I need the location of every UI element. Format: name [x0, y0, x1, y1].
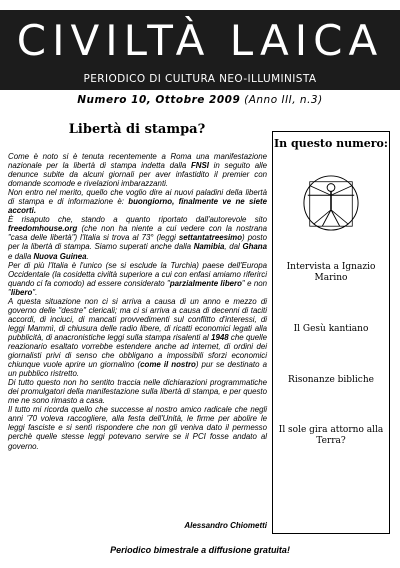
contents-sidebar	[272, 131, 390, 534]
issue-line	[0, 94, 400, 106]
article-paragraph: Come è noto si è tenuta recentemente a Roma una manifestazione nazionale per la libertà di stampa indetta dalla FNSI in seguito alle denunce subite da alcuni giornali per aver infastidito il premier con domande scomode e rivelazioni imbarazzanti.	[8, 152, 267, 189]
sidebar-item: Il sole gira attorno alla Terra?	[278, 425, 384, 446]
issue-volume: (Anno III, n.3)	[240, 94, 323, 106]
issue-number: Numero 10, Ottobre 2009	[77, 94, 241, 106]
article-paragraph: È risaputo che, stando a quanto riportato dall'autorevole sito freedomhouse.org (che non ha niente a cui vedere con la nostrana "casa delle libertà") l'Italia si trova al 73° (leggi settantatreesimo) posto per la libertà di stampa. Siamo superati anche dalla Namibia, dal Ghana e dalla Nuova Guinea.	[8, 215, 267, 261]
article-title: Libertà di stampa?	[68, 122, 206, 137]
sidebar-title: In questo numero:	[274, 137, 388, 150]
masthead	[0, 10, 400, 90]
article-paragraph: A questa situazione non ci si arriva a causa di un anno e mezzo di governo delle "destre" clericali; ma ci si arriva a causa di decenni di taciti accordi, di inciuci, di mancati provvedimenti sul conflitto d'interessi, di leggi Mammì, di chiusura delle radio libere, di ricatti economici legati alla pubblicità, di anacronistiche leggi sulla stampa risalenti al 1948 che quelle reazionario esaltato vorrebbe estendere anche ad internet, di ordini dei giornalisti privi di senso che obbligano a impossibili sforzi economici chiunque vuole aprire un giornalino (come il nostro) pur se destinato a un pubblico ristretto.	[8, 296, 268, 379]
article-author: Alessandro Chiometti	[184, 521, 267, 530]
sidebar-item: Risonanze bibliche	[288, 375, 374, 385]
masthead-title: CIVILTÀ LAICA	[16, 16, 384, 65]
sidebar-item: Il Gesù kantiano	[293, 324, 369, 334]
sidebar-item: Intervista a Ignazio Marino	[286, 262, 376, 283]
vitruvian-man-icon	[302, 174, 360, 232]
article-paragraph: Il tutto mi ricorda quello che successe al nostro amico radicale che negli anni '70 voleva raccogliere, alla festa dell'Unità, le firme per abolire le leggi fasciste e si sentì rispondere che non gli veniva dato il permesso perchè quelle stesse leggi potevano servire se il PCI fosse andato al governo.	[8, 405, 267, 451]
footer-note: Periodico bimestrale a diffusione gratuita!	[110, 545, 290, 555]
article-body	[8, 152, 267, 451]
masthead-subtitle: PERIODICO DI CULTURA NEO-ILLUMINISTA	[83, 73, 317, 85]
article-paragraph: Non entro nel merito, quello che voglio dire ai nuovi paladini della libertà di stampa e di informazione è: buongiorno, finalmente ve ne siete accorti.	[8, 188, 267, 216]
article-paragraph: Di tutto questo non ho sentito traccia nelle dichiarazioni programmatiche dei promulgatori della manifestazione sulla libertà di stampa, e per questo me ne sono rimasto a casa.	[8, 378, 267, 406]
article-paragraph: Per di più l'Italia è l'unico (se si esclude la Turchia) paese dell'Europa Occidentale (la cosidetta civiltà superiore a cui con enfasi amiamo riferirci quando ci fa comodo) ad essere considerato "parzialmente libero" e non "libero".	[8, 260, 267, 297]
